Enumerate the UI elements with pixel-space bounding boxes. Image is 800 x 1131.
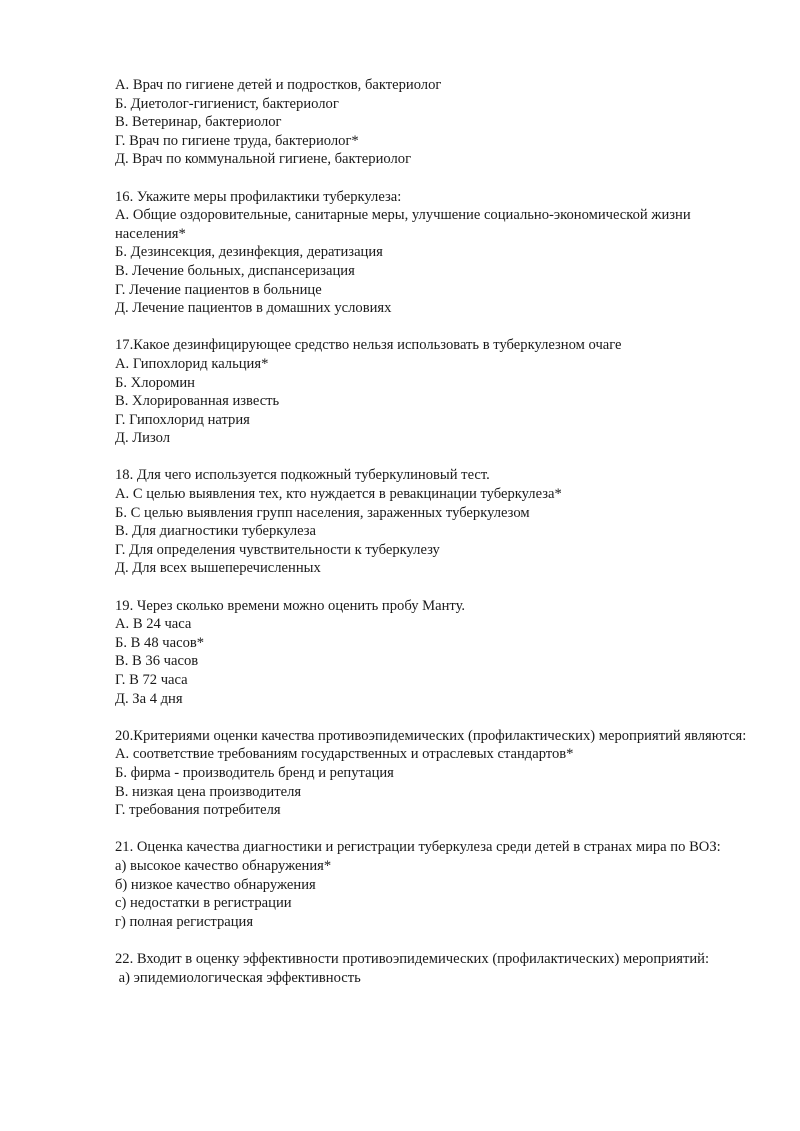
answer-option: А. С целью выявления тех, кто нуждается в ревакцинации туберкулеза* — [115, 486, 562, 503]
answer-option: Б. Дезинсекция, дезинфекция, дератизация — [115, 244, 383, 261]
answer-option: Г. Гипохлорид натрия — [115, 411, 250, 428]
answer-option: В. В 36 часов — [115, 653, 199, 670]
answer-option: В. Лечение больных, диспансеризация — [115, 262, 355, 279]
question-text: 20.Критериями оценки качества противоэпидемических (профилактических) мероприятий являются: — [115, 727, 747, 744]
answer-option: А. В 24 часа — [115, 616, 192, 633]
answer-option: Г. Лечение пациентов в больнице — [115, 281, 322, 298]
answer-option: Д. Лечение пациентов в домашних условиях — [115, 300, 392, 317]
question-text: 22. Входит в оценку эффективности противоэпидемических (профилактических) мероприятий: — [115, 950, 710, 967]
answer-option: А. Общие оздоровительные, санитарные меры, улучшение социально-экономической жизни населения* — [115, 207, 695, 242]
answer-option: Г. Для определения чувствительности к туберкулезу — [115, 541, 440, 558]
answer-option: В. низкая цена производителя — [115, 783, 302, 800]
question-text: 18. Для чего используется подкожный туберкулиновый тест. — [115, 467, 490, 484]
answer-option: Д. За 4 дня — [115, 690, 183, 707]
answer-option: Д. Лизол — [115, 430, 171, 447]
answer-option: А. Врач по гигиене детей и подростков, бактериолог — [115, 77, 442, 93]
answer-option: Г. Врач по гигиене труда, бактериолог* — [115, 132, 359, 149]
answer-option: Б. фирма - производитель бренд и репутация — [115, 764, 394, 781]
question-22 — [115, 950, 755, 987]
answer-option: а) эпидемиологическая эффективность — [115, 969, 361, 986]
answer-option: б) низкое качество обнаружения — [115, 876, 316, 893]
answer-option: Б. С целью выявления групп населения, зараженных туберкулезом — [115, 504, 530, 521]
answer-option: с) недостатки в регистрации — [115, 895, 292, 912]
document-page — [115, 76, 755, 1006]
answer-option: А. соответствие требованиям государственных и отраслевых стандартов* — [115, 746, 574, 763]
answer-option: Б. Диетолог-гигиенист, бактериолог — [115, 95, 339, 112]
question-17 — [115, 336, 755, 448]
question-16 — [115, 188, 755, 318]
answer-option: Г. В 72 часа — [115, 672, 188, 688]
answer-option: Д. Врач по коммунальной гигиене, бактериолог — [115, 151, 412, 168]
answer-option: Б. Хлоромин — [115, 374, 195, 391]
question-text: 17.Какое дезинфицирующее средство нельзя использовать в туберкулезном очаге — [115, 337, 622, 354]
answer-option: Г. требования потребителя — [115, 802, 281, 819]
question-text: 19. Через сколько времени можно оценить пробу Манту. — [115, 597, 466, 614]
question-15-continuation — [115, 76, 755, 169]
question-18 — [115, 466, 755, 578]
answer-option: Д. Для всех вышеперечисленных — [115, 560, 321, 577]
answer-option: В. Хлорированная известь — [115, 393, 280, 410]
question-text: 16. Укажите меры профилактики туберкулеза: — [115, 188, 402, 205]
answer-option: В. Для диагностики туберкулеза — [115, 523, 317, 540]
question-text: 21. Оценка качества диагностики и регистрации туберкулеза среди детей в странах мира по ВОЗ: — [115, 839, 721, 856]
answer-option: г) полная регистрация — [115, 913, 254, 930]
answer-option: А. Гипохлорид кальция* — [115, 355, 269, 372]
question-19 — [115, 597, 755, 709]
question-21 — [115, 838, 755, 931]
answer-option: В. Ветеринар, бактериолог — [115, 114, 282, 131]
answer-option: а) высокое качество обнаружения* — [115, 857, 332, 874]
question-20 — [115, 727, 755, 820]
answer-option: Б. В 48 часов* — [115, 634, 205, 651]
